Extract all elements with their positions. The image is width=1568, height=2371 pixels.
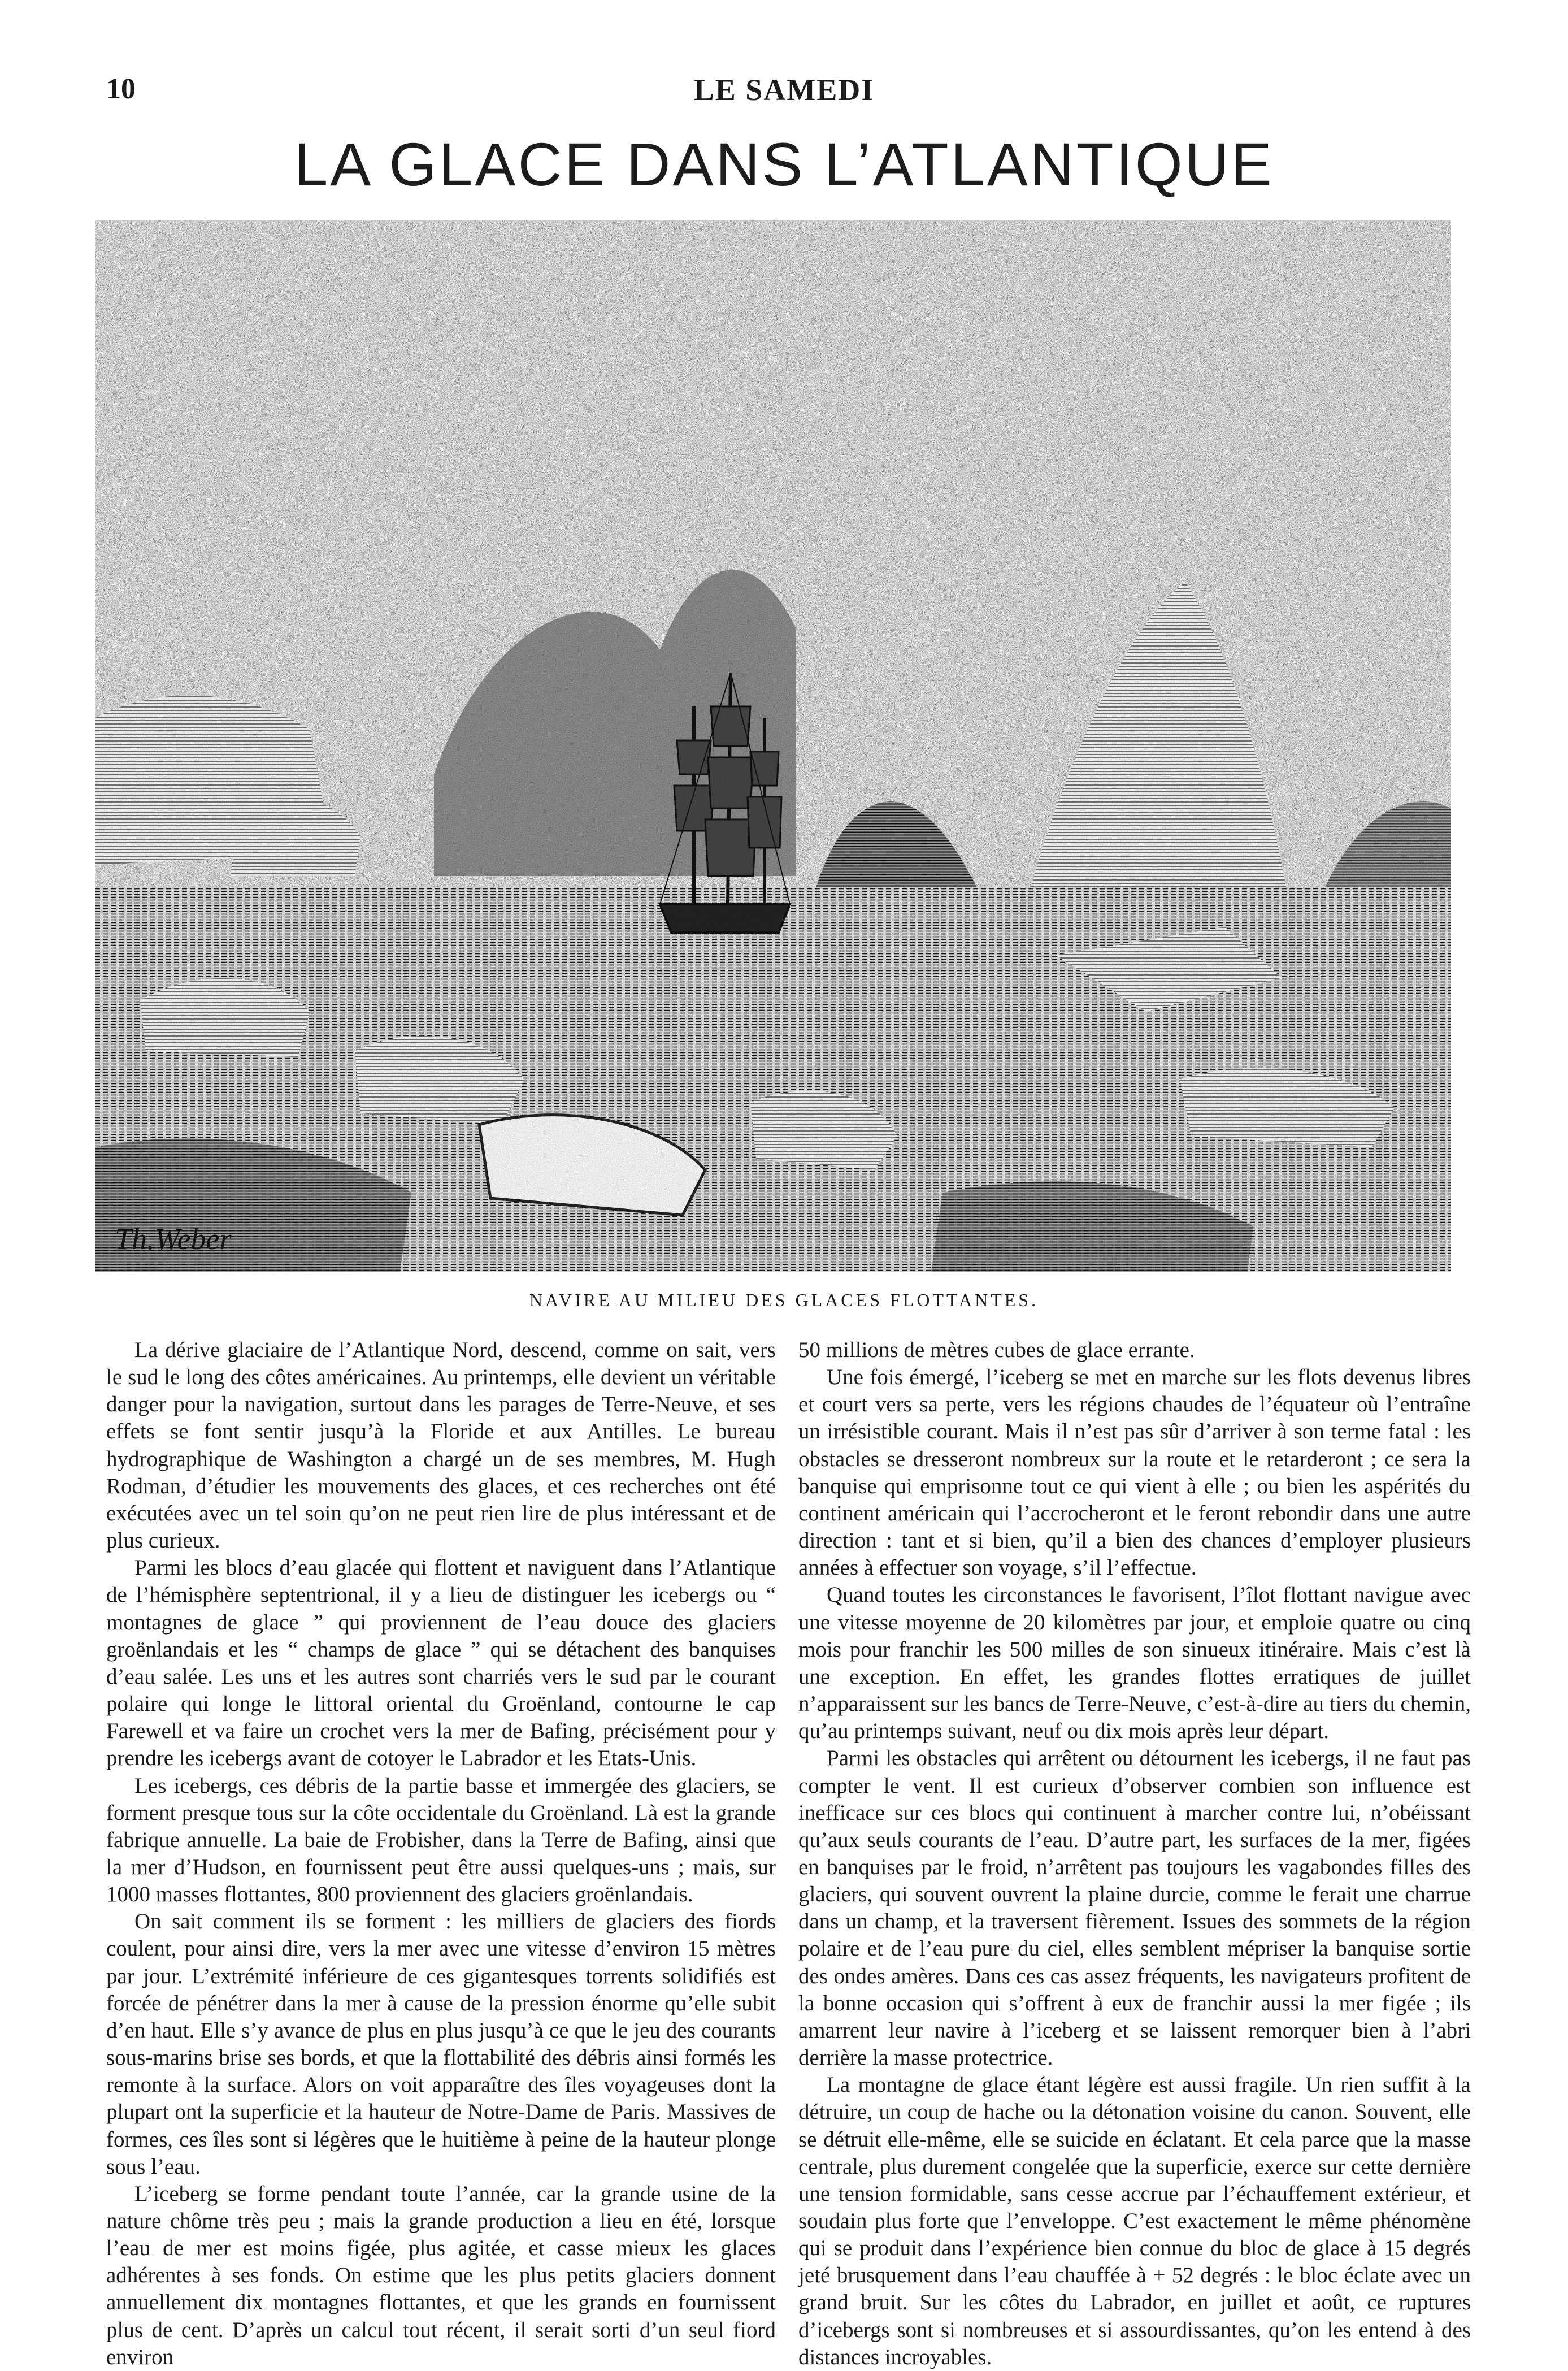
paragraph: Parmi les blocs d’eau glacée qui flottent et naviguent dans l’Atlantique de l’hémisphère septentrional, il y a lieu de distinguer les icebergs ou “ montagnes de glace ” qui proviennent de l’eau douce des glaciers groënlandais et les “ champs de glace ” qui se détachent des banquises d’eau salée. Les uns et les autres sont charriés vers le sud par le courant polaire qui longe le littoral oriental du Groënland, contourne le cap Farewell et va faire un crochet vers la mer de Bafing, précisément pour y prendre les icebergs avant de cotoyer le Labrador et les Etats-Unis. [106, 1555, 776, 1771]
article-column-right [798, 1337, 1471, 2371]
paragraph: La dérive glaciaire de l’Atlantique Nord, descend, comme on sait, vers le sud le long des côtes américaines. Au printemps, elle devient un véritable danger pour la navigation, surtout dans les parages de Terre-Neuve, et ses effets se font sentir jusqu’à la Floride et aux Antilles. Le bureau hydrographique de Washington a chargé un de ses membres, M. Hugh Rodman, d’étudier les mouvements des glaces, et ces recherches ont été exécutées avec un tel soin qu’on ne peut rien lire de plus intéressant et de plus curieux. [106, 1338, 776, 1553]
artist-signature: Th.Weber [115, 1222, 232, 1256]
paragraph-continuation: 50 millions de mètres cubes de glace errante. [798, 1338, 1195, 1362]
paragraph: Quand toutes les circonstances le favorisent, l’îlot flottant navigue avec une vitesse moyenne de 20 kilomètres par jour, et emploie quatre ou cinq mois pour franchir les 500 milles de son sinueux itinéraire. Mais c’est là une exception. En effet, les grandes flottes erratiques de juillet n’apparaissent sur les bancs de Terre-Neuve, c’est-à-dire au tiers du chemin, qu’au printemps suivant, neuf ou dix mois après leur départ. [798, 1583, 1471, 1744]
ship-among-icebergs-engraving [95, 220, 1451, 1272]
illustration-caption: NAVIRE AU MILIEU DES GLACES FLOTTANTES. [529, 1290, 1039, 1310]
page-number: 10 [106, 73, 136, 105]
paragraph: Parmi les obstacles qui arrêtent ou détournent les icebergs, il ne faut pas compter le vent. Il est curieux d’observer combien son influence est inefficace sur ces blocs qui continuent à marcher contre lui, n’obéissant qu’aux seuls courants de l’eau. D’autre part, les surfaces de la mer, figées en banquises par le froid, n’arrêtent pas toujours les vagabondes filles des glaciers, qui souvent ouvrent la plaine durcie, comme le ferait une charrue dans un champ, et la traversent fièrement. Issues des sommets de la région polaire et de l’eau pure du ciel, elles semblent mépriser la banquise sortie des ondes amères. Dans ces cas assez fréquents, les navigateurs profitent de la bonne occasion qui s’offrent à eux de franchir aussi la mer figée ; ils amarrent leur navire à l’iceberg et se laissent remorquer bien à l’abri derrière la masse protectrice. [798, 1746, 1471, 2070]
paragraph: L’iceberg se forme pendant toute l’année, car la grande usine de la nature chôme très peu ; mais la grande production a lieu en été, lorsque l’eau de mer est moins figée, plus agitée, et casse mieux les glaces adhérentes à ses fonds. On estime que les plus petits glaciers donnent annuellement dix montagnes flottantes, et que les grands en fournissent plus de cent. D’après un calcul tout récent, il serait sorti d’un seul fiord environ [106, 2181, 776, 2369]
engraving-illustration [95, 220, 1451, 1272]
paragraph: La montagne de glace étant légère est aussi fragile. Un rien suffit à la détruire, un coup de hache ou la détonation voisine du canon. Souvent, elle se détruit elle-même, elle se suicide en éclatant. Et cela parce que la masse centrale, plus durement congelée que la superficie, exerce sur cette dernière une tension formidable, sans cesse accrue par l’échauffement extérieur, et soudain plus forte que l’enveloppe. C’est exactement le même phénomène qui se produit dans l’expérience bien connue du bloc de glace à 15 degrés jeté brusquement dans l’eau chauffée à + 52 degrés : le bloc éclate avec un grand bruit. Sur les côtes du Labrador, en juillet et août, ce ruptures d’icebergs sont si nombreuses et si assourdissantes, qu’on les entend à des distances incroyables. [798, 2073, 1471, 2369]
masthead: LE SAMEDI [693, 73, 875, 107]
article-headline: LA GLACE DANS L’ATLANTIQUE [294, 130, 1274, 198]
paragraph: Les icebergs, ces débris de la partie basse et immergée des glaciers, se forment presque tous sur la côte occidentale du Groënland. Là est la grande fabrique annuelle. La baie de Frobisher, dans la Terre de Bafing, ainsi que la mer d’Hudson, en fournissent peut être aussi quelques-uns ; mais, sur 1000 masses flottantes, 800 proviennent des glaciers groënlandais. [106, 1773, 776, 1907]
paragraph: Une fois émergé, l’iceberg se met en marche sur les flots devenus libres et court vers sa perte, vers les régions chaudes de l’équateur où l’entraîne un irrésistible courant. Mais il n’est pas sûr d’arriver à son terme fatal : les obstacles se dresseront nombreux sur la route et le retarderont ; ce sera la banquise qui emprisonne tout ce qui vient à elle ; ou bien les aspérités du continent américain qui l’accrocheront et le feront rebondir dans une autre direction : tant et si bien, qu’il a bien des chances d’employer plusieurs années à effectuer son voyage, s’il l’effectue. [798, 1365, 1471, 1580]
article-column-left [106, 1337, 776, 2371]
paragraph: On sait comment ils se forment : les milliers de glaciers des fiords coulent, pour ainsi dire, vers la mer avec une vitesse d’environ 15 mètres par jour. L’extrémité inférieure de ces gigantesques torrents solidifiés est forcée de pénétrer dans la mer à cause de la pression énorme qu’elle subit d’en haut. Elle s’y avance de plus en plus jusqu’à ce que le jeu des courants sous-marins brise ses bords, et que la flottabilité des débris ainsi formés les remonte à la surface. Alors on voit apparaître des îles voyageuses dont la plupart ont la superficie et la hauteur de Notre-Dame de Paris. Massives de formes, ces îles sont si légères que le huitième à peine de la hauteur plonge sous l’eau. [106, 1909, 776, 2179]
